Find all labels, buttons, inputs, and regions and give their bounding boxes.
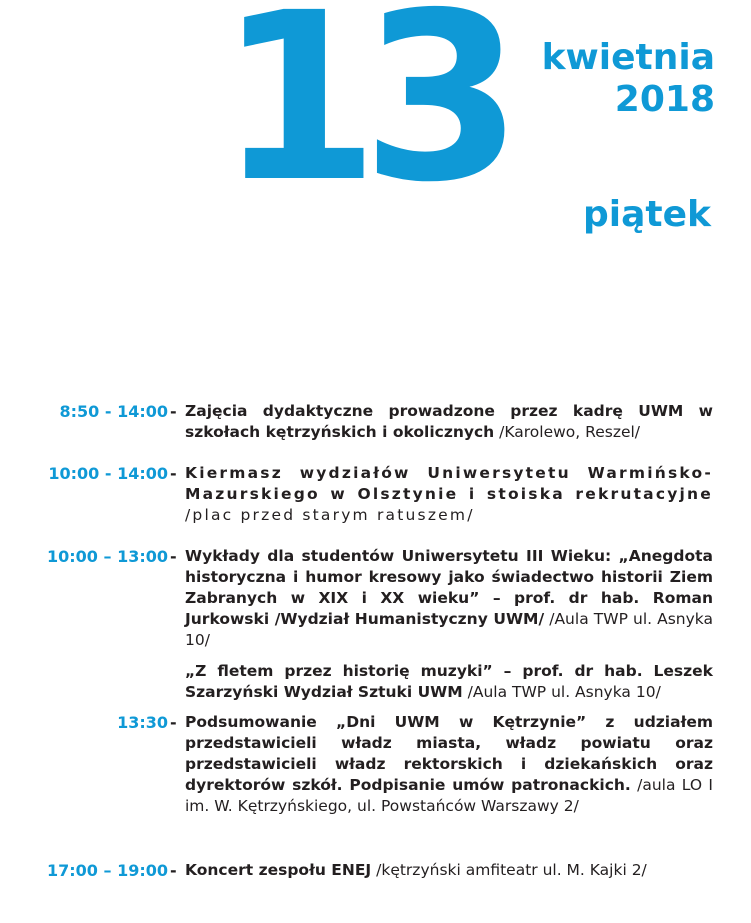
month-label: kwietnia (541, 37, 715, 78)
time-separator: - (170, 861, 177, 880)
entry-time: 13:30 (117, 713, 168, 732)
entry-text (185, 401, 713, 443)
entry-location: /Aula TWP ul. Asnyka 10/ (185, 610, 714, 649)
entry-title: Podsumowanie „Dni UWM w Kętrzynie” z udziałem przedstawicieli władz miasta, władz powiatu oraz przedstawicieli władz rektorskich i dziekańskich oraz dyrektorów szkół. Podpisanie umów patronackich. (185, 713, 713, 794)
entry-time: 10:00 – 13:00 (47, 547, 168, 566)
entry-text (185, 712, 713, 817)
entry-location: /kętrzyński amfiteatr ul. M. Kajki 2/ (376, 861, 647, 879)
entry-time: 17:00 – 19:00 (47, 861, 168, 880)
entry-text (185, 860, 713, 881)
day-number: 13 (218, 0, 505, 233)
time-separator: - (170, 713, 177, 732)
entry-title: Wykłady dla studentów Uniwersytetu III Wieku: „Anegdota historyczna i humor kresowy jako świadectwo historii Ziem Zabranych w XIX i XX wieku” – prof. dr hab. Roman Jurkowski /Wydział Humanistyczny UWM/ (185, 547, 713, 628)
entry-location: /plac przed starym ratuszem/ (185, 506, 475, 524)
entry-location: /aula LO I im. W. Kętrzyńskiego, ul. Powstańców Warszawy 2/ (185, 776, 713, 815)
time-separator: - (170, 402, 177, 421)
entry-location: /Karolewo, Reszel/ (499, 423, 641, 441)
time-separator: - (170, 464, 177, 483)
entry-time: 8:50 - 14:00 (59, 402, 168, 421)
entry-text (185, 463, 713, 526)
entry-title: Koncert zespołu ENEJ (185, 861, 372, 879)
entry-text (185, 546, 713, 703)
time-separator: - (170, 547, 177, 566)
entry-title-secondary: „Z fletem przez historię muzyki” – prof. dr hab. Leszek Szarzyński Wydział Sztuki UWM (185, 662, 713, 701)
entry-title: Zajęcia dydaktyczne prowadzone przez kadrę UWM w szkołach kętrzyńskich i okolicznych (185, 402, 713, 441)
entry-location-secondary: /Aula TWP ul. Asnyka 10/ (467, 683, 661, 701)
entry-time: 10:00 - 14:00 (48, 464, 168, 483)
year-label: 2018 (614, 79, 715, 120)
weekday-label: piątek (583, 194, 711, 235)
entry-title: Kiermasz wydziałów Uniwersytetu Warmińsko-Mazurskiego w Olsztynie i stoiska rekrutacyjne (185, 464, 713, 503)
